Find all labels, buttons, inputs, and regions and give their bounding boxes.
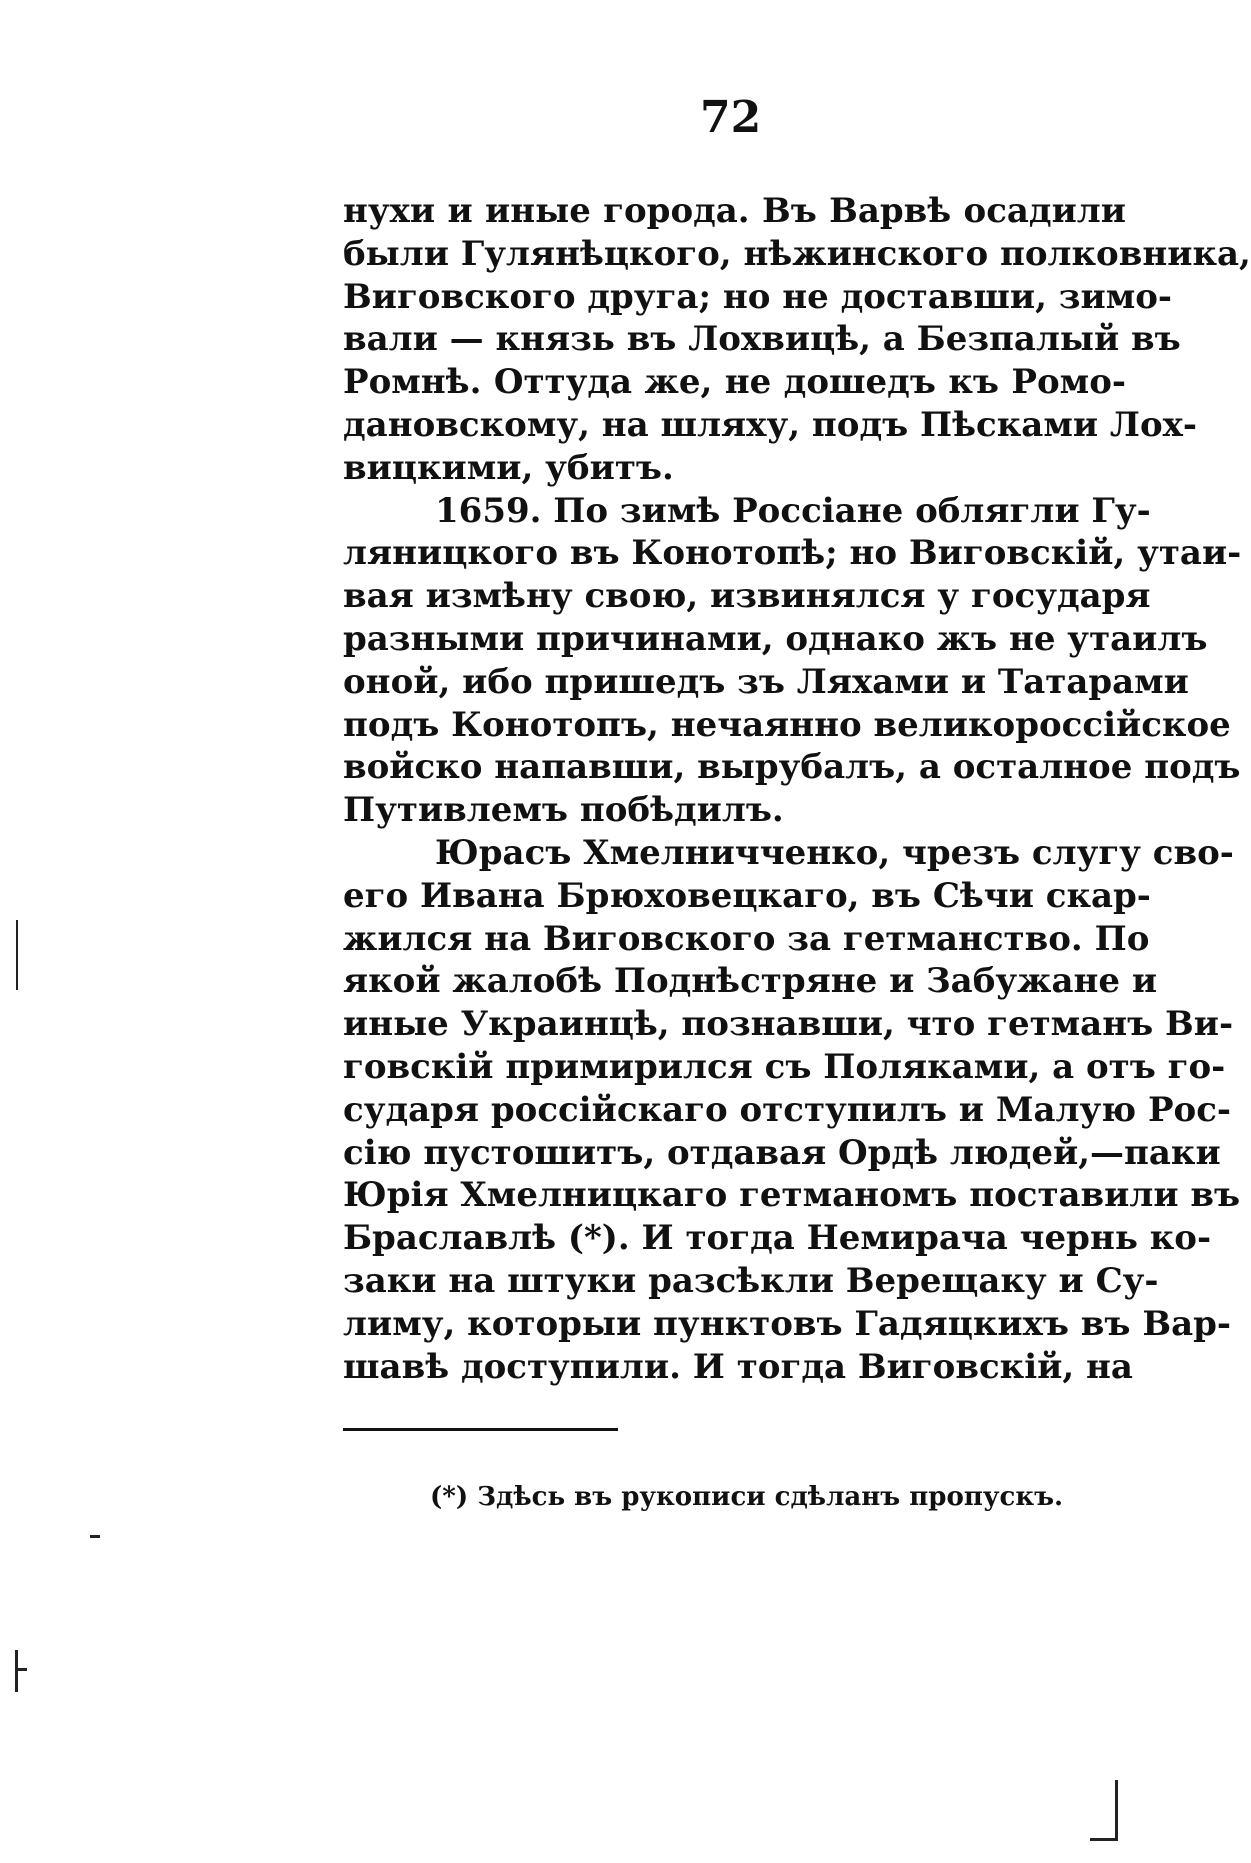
scan-mark [1115,1780,1118,1840]
scan-mark [15,1668,27,1671]
text-line-16: Юрасъ Хмелничченко, чрезъ слугу сво- [435,832,1234,873]
text-line-12: оной, ибо пришедъ зъ Ляхами и Татарами [343,661,1189,702]
text-line-6: дановскому, на шляху, подъ Пѣсками Лох- [343,404,1198,445]
text-line-2: были Гулянѣцкого, нѣжинского полковника, [343,233,1251,274]
text-line-15: Путивлемъ побѣдилъ. [343,790,784,831]
scan-mark [1090,1838,1118,1841]
body-text [343,190,1251,1388]
footnote-rule [343,1428,618,1431]
text-line-28: шавѣ доступили. И тогда Виговскій, на [343,1346,1133,1387]
scan-mark [15,1650,18,1692]
scan-mark [90,1535,100,1538]
text-line-24: Юрія Хмелницкаго гетманомъ поставили въ [343,1175,1241,1216]
text-line-14: войско напавши, вырубалъ, а осталное подъ [343,747,1241,788]
text-line-4: вали — князь въ Лохвицѣ, а Безпалый въ [343,319,1181,360]
text-line-27: лиму, которыи пунктовъ Гадяцкихъ въ Вар- [343,1303,1231,1344]
page-number: 72 [700,92,762,143]
scan-mark [16,920,18,990]
text-line-5: Ромнѣ. Оттуда же, не дошедъ къ Ромо- [343,362,1126,403]
text-line-18: жился на Виговского за гетманство. По [343,918,1150,959]
text-line-20: иные Украинцѣ, познавши, что гетманъ Ви- [343,1004,1234,1045]
text-line-7: вицкими, убитъ. [343,447,674,488]
footnote: (*) Здѣсь въ рукописи сдѣланъ пропускъ. [430,1482,1064,1512]
text-line-1: нухи и иные города. Въ Варвѣ осадили [343,191,1126,231]
text-line-22: сударя россійскаго отступилъ и Малую Рос- [343,1089,1232,1130]
text-line-9: ляницкого въ Конотопѣ; но Виговскій, утаи- [343,533,1242,574]
text-line-26: заки на штуки разсѣкли Верещаку и Су- [343,1260,1159,1301]
text-line-17: его Ивана Брюховецкаго, въ Сѣчи скар- [343,875,1151,916]
text-line-8: 1659. По зимѣ Россіане облягли Гу- [435,490,1151,531]
text-line-13: подъ Конотопъ, нечаянно великороссійское [343,704,1231,745]
text-line-11: разными причинами, однако жъ не утаилъ [343,618,1208,659]
text-line-10: вая измѣну свою, извинялся у государя [343,576,1151,617]
text-line-21: говскій примирился съ Поляками, а отъ го- [343,1046,1226,1087]
text-line-19: якой жалобѣ Поднѣстряне и Забужане и [343,961,1158,1002]
text-line-3: Виговского друга; но не доставши, зимо- [343,276,1173,317]
text-line-25: Браславлѣ (*). И тогда Немирача чернь ко- [343,1218,1212,1259]
text-line-23: сію пустошитъ, отдавая Ордѣ людей,—паки [343,1132,1221,1173]
